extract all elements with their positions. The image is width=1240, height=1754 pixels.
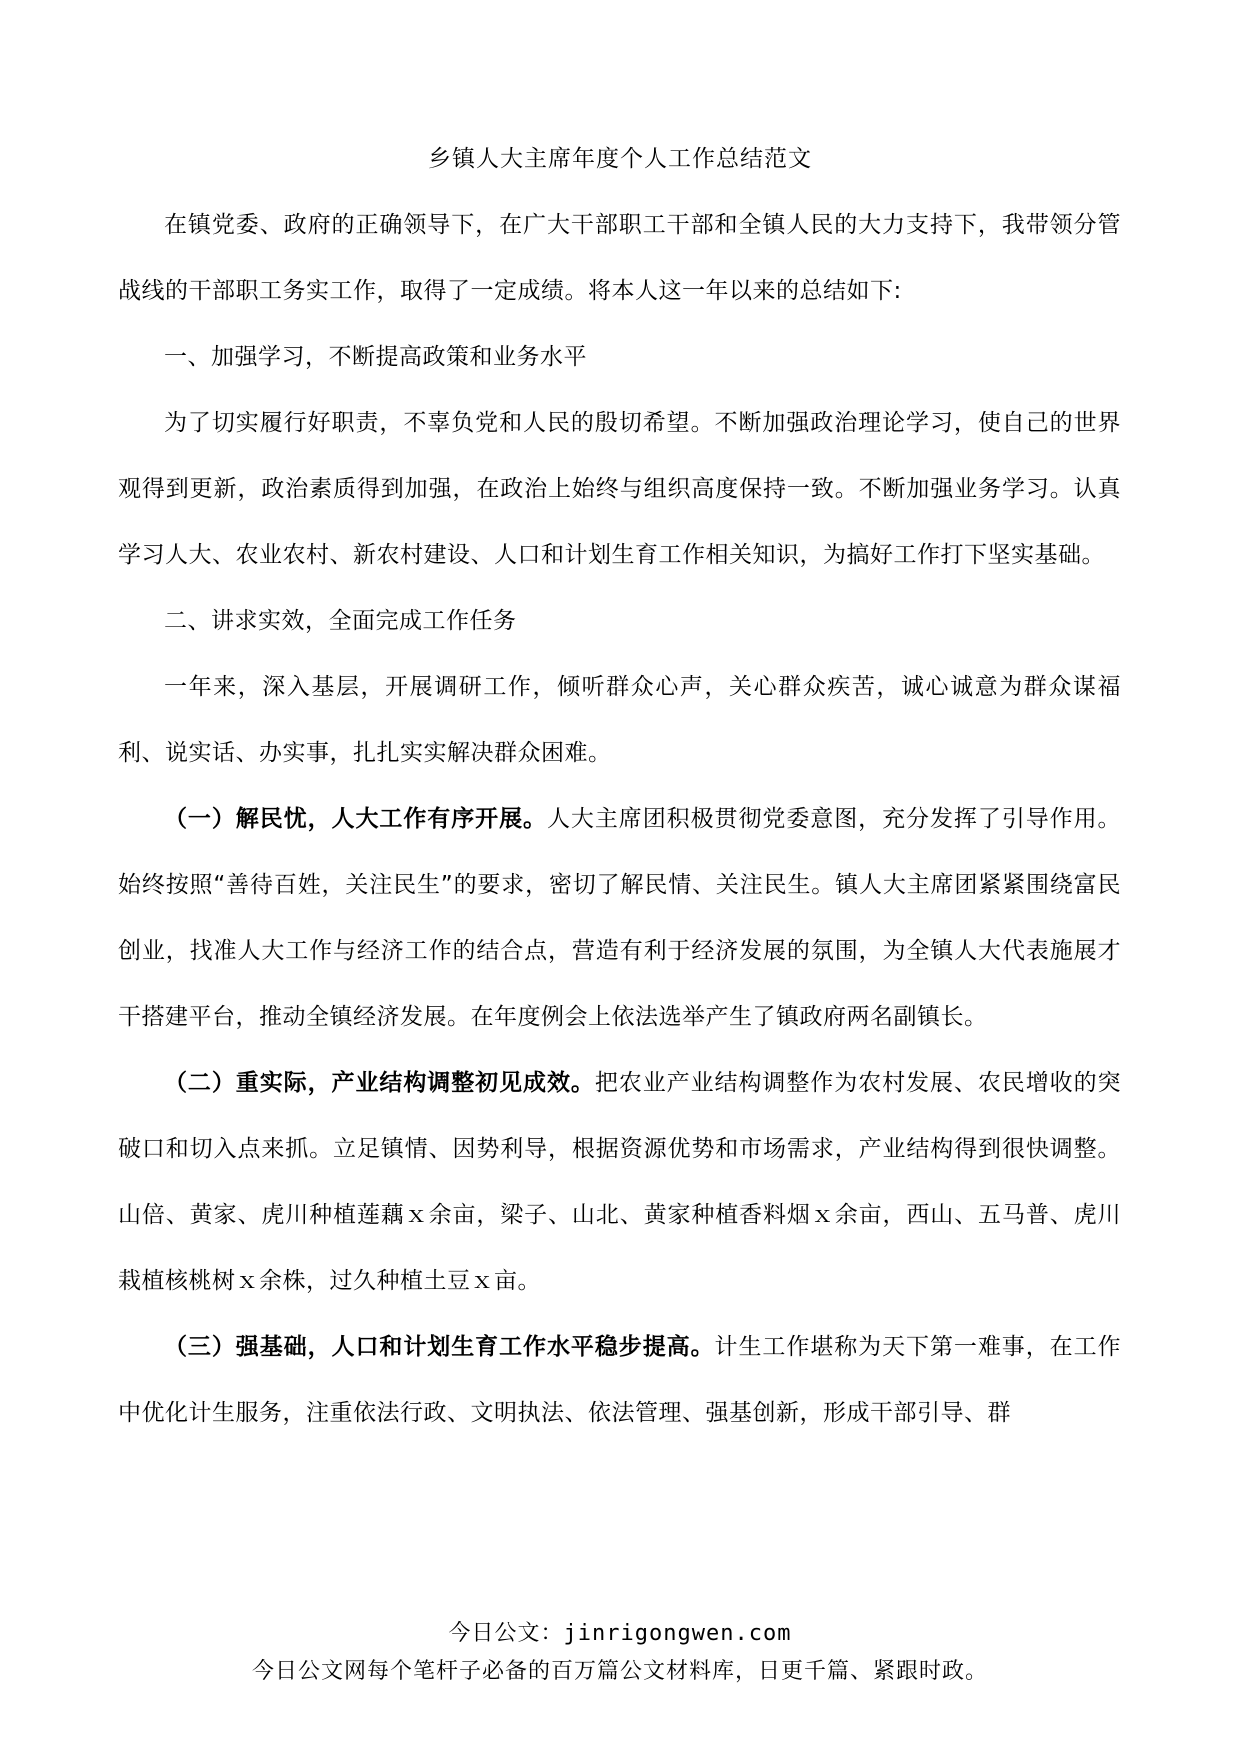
- footer-url-link[interactable]: jinrigongwen.com: [563, 1621, 792, 1646]
- paragraph: [118, 192, 1121, 324]
- paragraph-text: 在镇党委、政府的正确领导下，在广大干部职工干部和全镇人民的大力支持下，我带领分管战线的干部职工务实工作，取得了一定成绩。将本人这一年以来的总结如下:: [118, 212, 1121, 304]
- paragraph-text: 计生工作堪称为天下第一难事，在工作中优化计生服务，注重依法行政、文明执法、依法管理、强基创新，形成干部引导、群: [118, 1334, 1122, 1426]
- document-body: [118, 192, 1121, 1446]
- section-heading: [118, 324, 1121, 390]
- paragraph-lead: （三）强基础，人口和计划生育工作水平稳步提高。: [164, 1334, 715, 1360]
- paragraph: [118, 654, 1121, 786]
- paragraph-text: 一年来，深入基层，开展调研工作，倾听群众心声，关心群众疾苦，诚心诚意为群众谋福利、说实话、办实事，扎扎实实解决群众困难。: [118, 674, 1121, 766]
- paragraph-text: 人大主席团积极贯彻党委意图，充分发挥了引导作用。始终按照“善待百姓，关注民生”的要求，密切了解民情、关注民生。镇人大主席团紧紧围绕富民创业，找准人大工作与经济工作的结合点，营造有利于经济发展的氛围，为全镇人大代表施展才干搭建平台，推动全镇经济发展。在年度例会上依法选举产生了镇政府两名副镇长。: [118, 806, 1122, 1030]
- paragraph: [118, 1314, 1121, 1446]
- paragraph-text: 把农业产业结构调整作为农村发展、农民增收的突破口和切入点来抓。立足镇情、因势利导，根据资源优势和市场需求，产业结构得到很快调整。山倍、黄家、虎川种植莲藕ｘ余亩，梁子、山北、黄家种植香料烟ｘ余亩，西山、五马普、虎川栽植核桃树ｘ余株，过久种植土豆ｘ亩。: [118, 1070, 1122, 1294]
- footer-link: [0, 1616, 1240, 1647]
- paragraph-text: 为了切实履行好职责，不辜负党和人民的殷切希望。不断加强政治理论学习，使自己的世界观得到更新，政治素质得到加强，在政治上始终与组织高度保持一致。不断加强业务学习。认真学习人大、农业农村、新农村建设、人口和计划生育工作相关知识，为搞好工作打下坚实基础。: [118, 410, 1121, 568]
- footer-slogan: 今日公文网每个笔杆子必备的百万篇公文材料库，日更千篇、紧跟时政。: [251, 1659, 988, 1684]
- paragraph-lead: （二）重实际，产业结构调整初见成效。: [164, 1070, 595, 1096]
- footer-link-label: 今日公文：: [448, 1621, 564, 1646]
- paragraph-text: 二、讲求实效，全面完成工作任务: [164, 608, 517, 634]
- paragraph-text: 一、加强学习，不断提高政策和业务水平: [164, 344, 587, 370]
- paragraph: [118, 390, 1121, 588]
- paragraph-lead: （一）解民忧，人大工作有序开展。: [164, 806, 547, 832]
- paragraph: [118, 1050, 1121, 1314]
- paragraph: [118, 786, 1121, 1050]
- page-title: 乡镇人大主席年度个人工作总结范文: [428, 146, 812, 172]
- section-heading: [118, 588, 1121, 654]
